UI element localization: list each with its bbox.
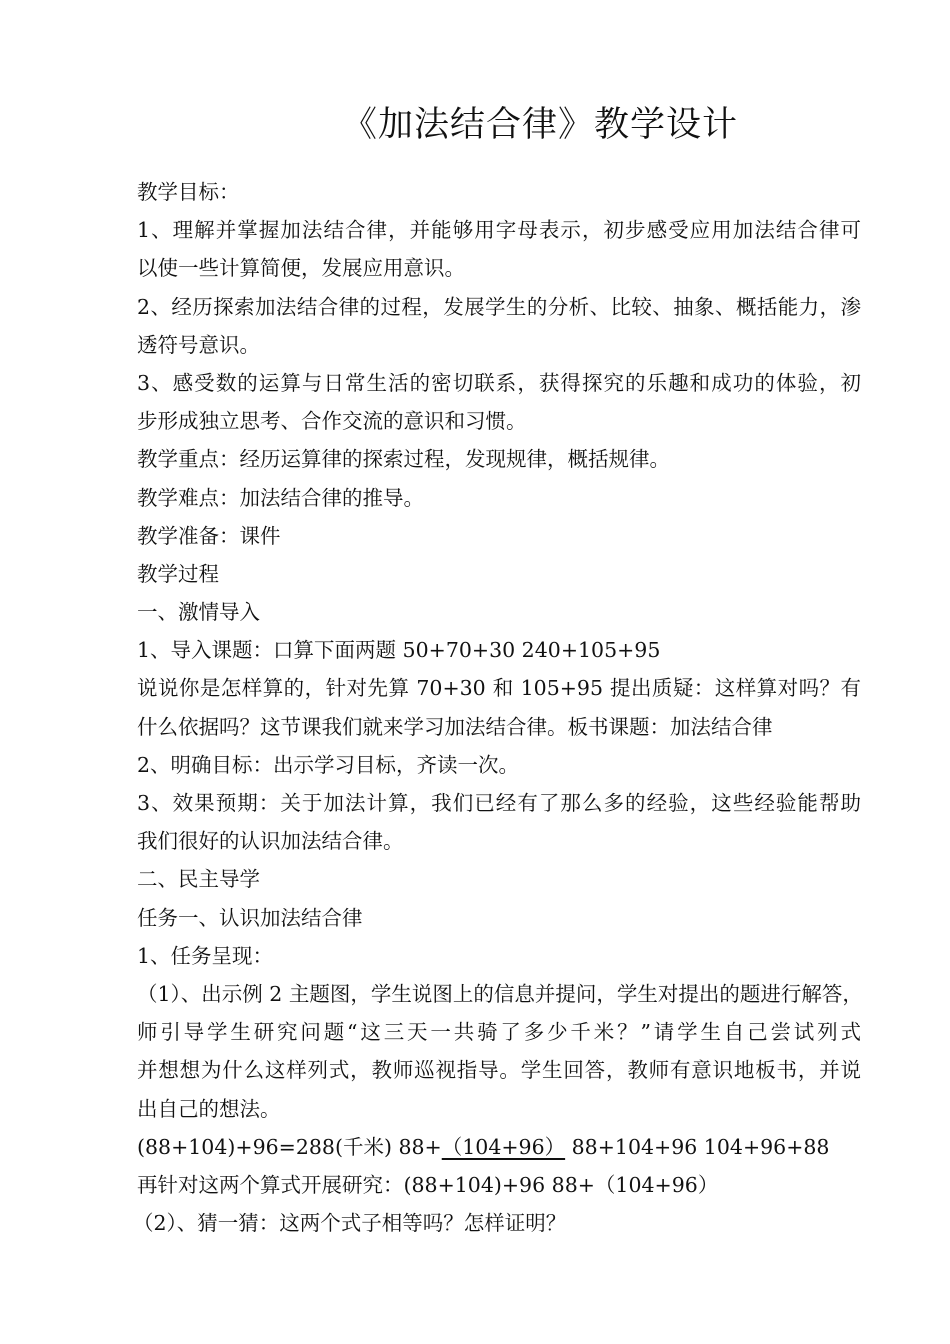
- paragraph-line: 出自己的想法。: [137, 1096, 281, 1121]
- formula-part: 88+104+96 104+96+88: [565, 1134, 830, 1159]
- document-title: 《加法结合律》教学设计: [341, 105, 738, 145]
- section-heading: 教学过程: [137, 561, 219, 586]
- paragraph-line: 3、感受数的运算与日常生活的密切联系，获得探究的乐趣和成功的体验，初: [137, 370, 861, 395]
- paragraph-line: （2）、猜一猜：这两个式子相等吗？怎样证明？: [133, 1211, 567, 1236]
- paragraph-line: 透符号意识。: [137, 332, 260, 357]
- paragraph-line: 说说你是怎样算的，针对先算 70+30 和 105+95 提出质疑：这样算对吗？有: [137, 676, 861, 701]
- document-body: [133, 173, 867, 1242]
- key-point-line: 教学重点：经历运算律的探索过程，发现规律，概括规律。: [137, 447, 670, 472]
- formula-part: (88+104)+96=288(千米) 88+: [137, 1134, 442, 1159]
- paragraph-line: 1、导入课题：口算下面两题 50+70+30 240+105+95: [137, 638, 661, 663]
- paragraph-line: 并想想为什么这样列式，教师巡视指导。学生回答，教师有意识地板书，并说: [137, 1058, 861, 1083]
- paragraph-line: （1）、出示例 2 主题图，学生说图上的信息并提问，学生对提出的题进行解答，: [137, 981, 863, 1006]
- paragraph-line: 师引导学生研究问题“这三天一共骑了多少千米？”请学生自己尝试列式: [137, 1020, 861, 1045]
- paragraph-line: 1、任务呈现：: [137, 943, 274, 968]
- paragraph-line: 步形成独立思考、合作交流的意识和习惯。: [137, 409, 527, 434]
- formula-line: [137, 1128, 867, 1166]
- formula-underlined: （104+96）: [441, 1134, 566, 1159]
- paragraph-line: 我们很好的认识加法结合律。: [137, 829, 404, 854]
- paragraph-line: 什么依据吗？这节课我们就来学习加法结合律。板书课题：加法结合律: [137, 714, 773, 739]
- paragraph-line: 以使一些计算简便，发展应用意识。: [137, 256, 465, 281]
- paragraph-line: 再针对这两个算式开展研究：(88+104)+96 88+（104+96）: [137, 1172, 719, 1197]
- task-heading: 任务一、认识加法结合律: [137, 905, 363, 930]
- paragraph-line: 2、明确目标：出示学习目标，齐读一次。: [137, 752, 520, 777]
- section-heading: 二、民主导学: [137, 867, 260, 892]
- preparation-line: 教学准备：课件: [137, 523, 281, 548]
- section-heading: 一、激情导入: [137, 600, 260, 625]
- difficulty-line: 教学难点：加法结合律的推导。: [137, 485, 424, 510]
- paragraph-line: 2、经历探索加法结合律的过程，发展学生的分析、比较、抽象、概括能力，渗: [137, 294, 861, 319]
- paragraph-line: 3、效果预期：关于加法计算，我们已经有了那么多的经验，这些经验能帮助: [137, 791, 861, 815]
- section-heading: 教学目标：: [137, 180, 240, 204]
- paragraph-line: 1、理解并掌握加法结合律，并能够用字母表示，初步感受应用加法结合律可: [137, 218, 861, 243]
